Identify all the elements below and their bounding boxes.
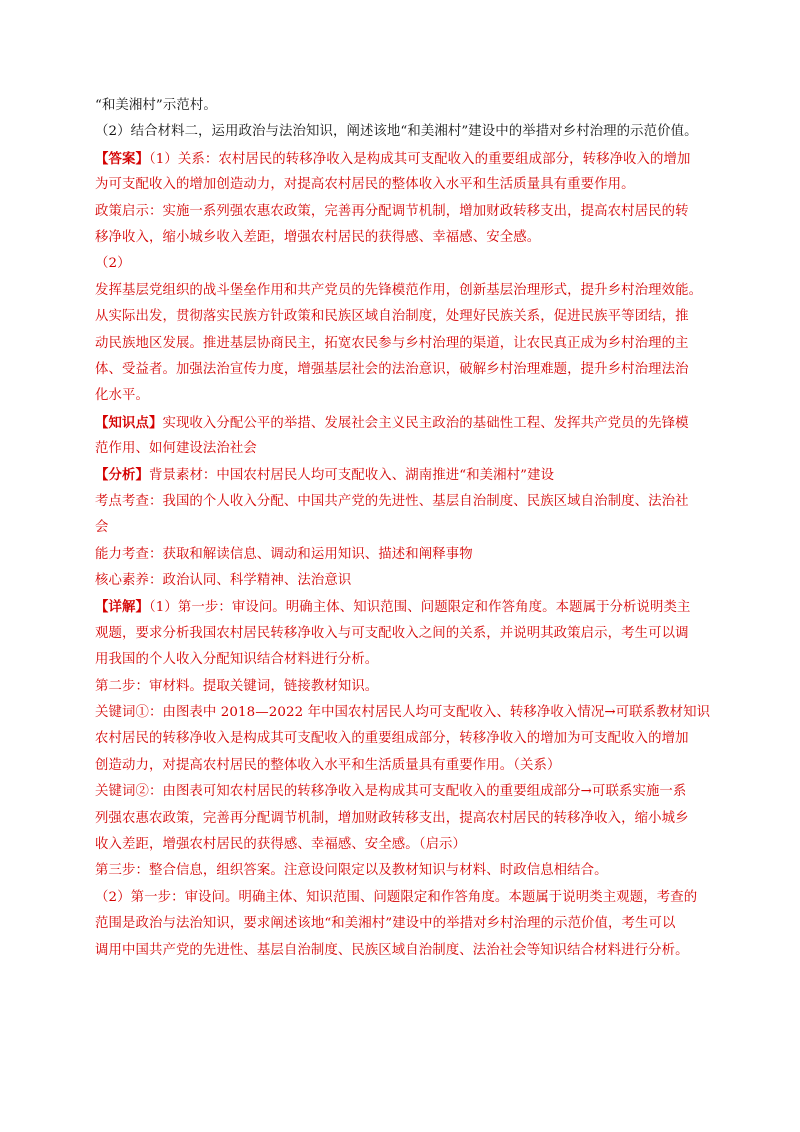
answer-line (95, 331, 745, 357)
detail-heading-line (95, 594, 745, 620)
knowledge-line (95, 436, 745, 462)
text: 核心素养：政治认同、科学精神、法治意识 (95, 573, 352, 589)
answer-line (95, 383, 745, 409)
answer-line (95, 304, 745, 330)
text: 从实际出发，贯彻落实民族方针政策和民族区域自治制度，处理好民族关系，促进民族平等团结，推 (95, 309, 689, 325)
text: 背景素材：中国农村居民人均可支配收入、湖南推进“和美湘村”建设 (148, 468, 555, 484)
text: 观题，要求分析我国农村居民转移净收入与可支配收入之间的关系，并说明其政策启示，考生可以调 (95, 625, 689, 641)
detail-line (95, 832, 745, 858)
detail-line (95, 700, 745, 726)
text: 用我国的个人收入分配知识结合材料进行分析。 (95, 652, 379, 668)
answer-line (95, 357, 745, 383)
text: 体、受益者。加强法治宣传力度，增强基层社会的法治意识，破解乡村治理难题，提升乡村治理法治 (95, 361, 689, 377)
detail-line (95, 621, 745, 647)
detail-line (95, 911, 745, 937)
text: （2）第一步：审设问。明确主体、知识范围、问题限定和作答角度。本题属于说明类主观题，考查的 (95, 889, 698, 905)
text: 能力考查：获取和解读信息、调动和运用知识、描述和阐释事物 (95, 546, 473, 562)
analysis-heading-line (95, 462, 745, 488)
question-line (95, 119, 745, 145)
text: 第三步：整合信息，组织答案。注意设问限定以及教材知识与材料、时政信息相结合。 (95, 863, 608, 879)
answer-line (95, 251, 745, 277)
text: 范作用、如何建设法治社会 (95, 441, 257, 457)
text: 第二步：审材料。提取关键词，链接教材知识。 (95, 678, 379, 694)
answer-line (95, 172, 745, 198)
text: 发挥基层党组织的战斗堡垒作用和共产党员的先锋模范作用，创新基层治理形式，提升乡村治理效能。 (95, 282, 703, 298)
analysis-tag: 【分析】 (95, 467, 149, 484)
text: 化水平。 (95, 388, 149, 404)
analysis-line (95, 515, 745, 541)
text: 范围是政治与法治知识，要求阐述该地“和美湘村”建设中的举措对乡村治理的示范价值，考生可以 (95, 916, 676, 932)
document-body (95, 93, 745, 964)
detail-tag: 【详解】 (95, 599, 149, 616)
text: （1）关系：农村居民的转移净收入是构成其可支配收入的重要组成部分，转移净收入的增加 (148, 151, 691, 167)
text: 会 (95, 520, 109, 536)
detail-line (95, 674, 745, 700)
answer-tag: 【答案】 (95, 150, 149, 167)
answer-line (95, 199, 745, 225)
text: （1）第一步：审设问。明确主体、知识范围、问题限定和作答角度。本题属于分析说明类主 (148, 600, 691, 616)
detail-line (95, 885, 745, 911)
detail-line (95, 806, 745, 832)
text: （2） (95, 256, 131, 272)
detail-line (95, 753, 745, 779)
detail-line (95, 938, 745, 964)
analysis-line (95, 542, 745, 568)
text: “和美湘村”示范村。 (95, 98, 217, 113)
answer-line (95, 278, 745, 304)
text: 动民族地区发展。推进基层协商民主，拓宽农民参与乡村治理的渠道，让农民真正成为乡村治理的主 (95, 335, 689, 351)
answer-line (95, 225, 745, 251)
text: 为可支配收入的增加创造动力，对提高农村居民的整体收入水平和生活质量具有重要作用。 (95, 177, 635, 193)
knowledge-tag: 【知识点】 (95, 414, 163, 431)
text: 考点考查：我国的个人收入分配、中国共产党的先进性、基层自治制度、民族区域自治制度、法治社 (95, 493, 689, 509)
text: 实现收入分配公平的举措、发展社会主义民主政治的基础性工程、发挥共产党员的先锋模 (162, 415, 689, 431)
text: 政策启示：实施一系列强农惠农政策，完善再分配调节机制，增加财政转移支出，提高农村居民的转 (95, 203, 689, 219)
text: 农村居民的转移净收入是构成其可支配收入的重要组成部分，转移净收入的增加为可支配收入的增加 (95, 731, 689, 747)
text: （2）结合材料二，运用政治与法治知识，阐述该地“和美湘村”建设中的举措对乡村治理的示范价值。 (95, 124, 698, 140)
analysis-line (95, 489, 745, 515)
detail-line (95, 647, 745, 673)
text: 列强农惠农政策，完善再分配调节机制，增加财政转移支出，提高农村居民的转移净收入，缩小城乡 (95, 810, 689, 826)
text: 创造动力，对提高农村居民的整体收入水平和生活质量具有重要作用。（关系） (95, 757, 561, 773)
detail-line (95, 779, 745, 805)
text: 移净收入，缩小城乡收入差距，增强农村居民的获得感、幸福感、安全感。 (95, 229, 541, 245)
analysis-line (95, 568, 745, 594)
text: 关键词①：由图表中 2018—2022 年中国农村居民人均可支配收入、转移净收入情况→可联系教材知识 (95, 704, 711, 720)
knowledge-heading-line (95, 410, 745, 436)
detail-line (95, 726, 745, 752)
text-line (95, 93, 745, 119)
answer-heading-line (95, 146, 745, 172)
text: 调用中国共产党的先进性、基层自治制度、民族区域自治制度、法治社会等知识结合材料进行分析。 (95, 942, 689, 958)
text: 关键词②：由图表可知农村居民的转移净收入是构成其可支配收入的重要组成部分→可联系实施一系 (95, 784, 687, 800)
text: 收入差距，增强农村居民的获得感、幸福感、安全感。（启示） (95, 836, 467, 852)
detail-line (95, 858, 745, 884)
